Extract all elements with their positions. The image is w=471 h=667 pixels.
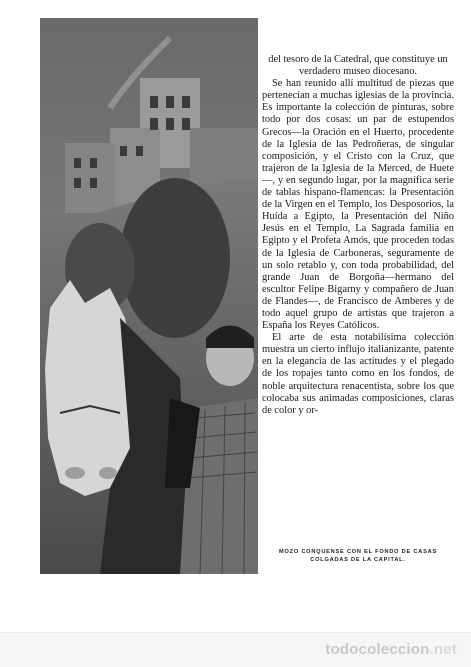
watermark xyxy=(325,641,457,658)
caption-line-1: MOZO CONQUENSE CON EL FONDO DE CASAS xyxy=(279,549,437,555)
paragraph-intro xyxy=(262,54,454,78)
photograph-icon xyxy=(40,18,258,574)
watermark-brand: todocoleccion xyxy=(325,641,430,658)
watermark-tld: .net xyxy=(429,641,457,658)
body-text-column xyxy=(262,54,454,417)
intro-text: del tesoro de la Catedral, que constituye un verdadero museo diocesano. xyxy=(268,54,448,78)
paragraph-collection: Se han reunido allí multitud de piezas que pertenecían a muchas iglesias de la provincia. Es importante la colección de pinturas, sobre todo por dos cosas: un par de estupendos Grecos—la Oración en el Huerto, procedente de la Iglesia de las Pedroñeras, de singular composición, y el Cristo con la Cruz, que trajeron de la Iglesia de la Merced, de Huete—, y en segundo lugar, por la magnífica serie de tablas hispano-flamencas: la Presentación de la Virgen en el Templo, los Desposorios, la Huída a Egipto, la Presentación del Niño Jesús en el Templo, La Sagrada familia en Egipto y el Profeta Amós, que proceden todas de la Iglesia de Carboneras, seguramente de un solo retablo y, con toda probabilidad, del grande Juan de Borgoña—hermano del escultor Felipe Bigarny y compañero de Juan de Flandes—, de Francisco de Amberes y de todo aquel grupo de artistas que trajeron a España los Reyes Católicos. xyxy=(262,78,454,332)
photo-caption xyxy=(262,548,454,564)
caption-line-2: COLGADAS DE LA CAPITAL. xyxy=(310,557,406,563)
paragraph-art: El arte de esta notabilísima colección muestra un cierto influjo italianizante, patente en la elegancia de las actitudes y el plegado de los ropajes tanto como en los fondos, de noble arquitectura renacentista, sobre los que colocaba sus animadas composiciones, claras de color y or- xyxy=(262,332,454,416)
photograph xyxy=(40,18,258,574)
